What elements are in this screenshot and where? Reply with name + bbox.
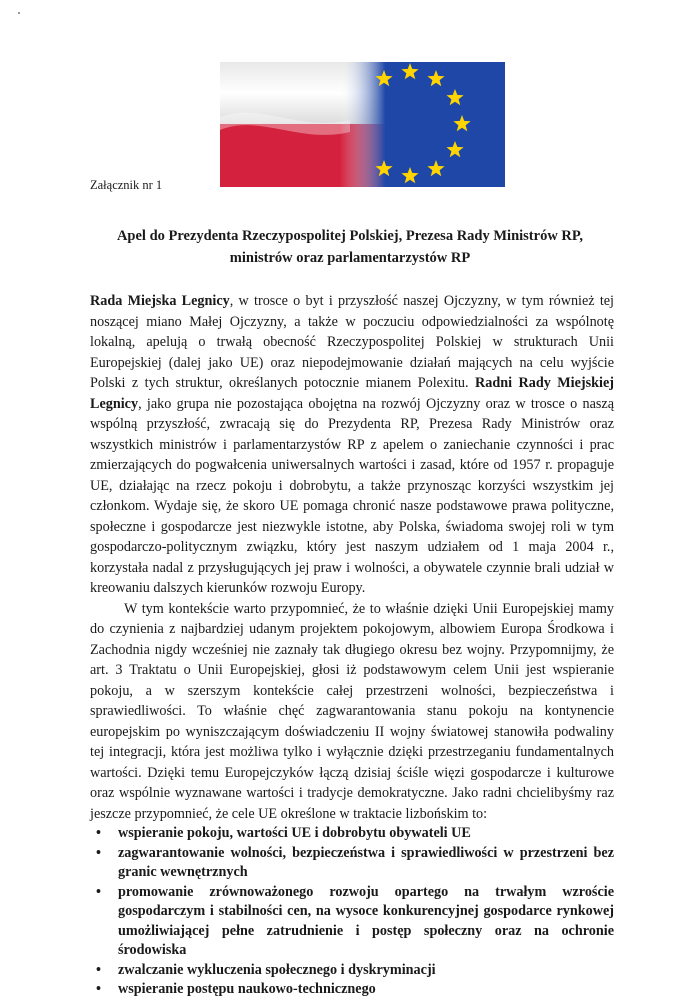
councillors-name: Radni Rady Miejskiej Legnicy xyxy=(90,375,614,412)
paragraph-2: W tym kontekście warto przypomnieć, że to właśnie dzięki Unii Europejskiej mamy do czynienia z najbardziej udanym projektem pokojowym, albowiem Europa Środkowa i Zachodnia nigdy wcześniej nie zaznały tak długiego okresu bez wojny. Przypomnijmy, że art. 3 Traktatu o Unii Europejskiej, głosi iż podstawowym celem Unii jest wspieranie pokoju, a w szerszym kontekście całej przestrzeni wolności, bezpieczeństwa i sprawiedliwości. To właśnie chęć zagwarantowania stanu pokoju na kontynencie europejskim po wyniszczającym doświadczeniu II wojny światowej stanowiła podwaliny tej integracji, która jest możliwa tylko i wyłącznie dzięki przestrzeganiu fundamentalnych wartości. Dzięki temu Europejczyków łączą dzisiaj ściśle więzi gospodarcze i kulturowe oraz wspólnie wyznawane wartości i tradycje demokratyczne. Jako radni chcielibyśmy raz jeszcze przypomnieć, że cele UE określone w traktacie lizbońskim to: xyxy=(90,600,614,822)
document-title-line-1: Apel do Prezydenta Rzeczypospolitej Polskiej, Prezesa Rady Ministrów RP, xyxy=(116,228,584,244)
bullet-icon: • xyxy=(96,844,101,861)
scan-mark xyxy=(18,12,20,14)
goal-text: wspieranie pokoju, wartości UE i dobrobytu obywateli UE xyxy=(118,825,471,841)
council-name: Rada Miejska Legnicy xyxy=(90,293,230,309)
bullet-icon: • xyxy=(96,825,101,841)
eu-goals-list xyxy=(90,824,614,1000)
goal-text: zagwarantowanie wolności, bezpieczeństwa i sprawiedliwości w przestrzeni bez granic wewnętrznych xyxy=(118,844,614,880)
poland-eu-flag-icon xyxy=(220,62,505,187)
list-item xyxy=(90,844,614,883)
list-item xyxy=(90,824,614,844)
paragraph-1-text-a: , w trosce o byt i przyszłość naszej Ojczyzny, w tym również tej noszącej miano Małej Ojczyzny, a także w poczuciu odpowiedzialności za wspólnotę lokalną, apelują o trwałą obecność Rzeczypospolitej Polskiej w strukturach Unii Europejskiej (dalej jako UE) oraz niepodejmowanie działań mających na celu wyjście Polski z tych struktur, określanych potocznie mianem Polexitu. xyxy=(90,293,614,391)
goal-text: wspieranie postępu naukowo-technicznego xyxy=(118,981,376,997)
goal-text: promowanie zrównoważonego rozwoju opartego na trwałym wzroście gospodarczym i stabilności cen, na wysoce konkurencyjnej gospodarce rynkowej umożliwiającej pełne zatrudnienie i postęp społeczny oraz na ochronie środowiska xyxy=(118,883,614,958)
annex-label: Załącznik nr 1 xyxy=(90,178,163,192)
document-title-line-2: ministrów oraz parlamentarzystów RP xyxy=(229,250,471,266)
list-item xyxy=(90,883,614,961)
bullet-icon: • xyxy=(96,981,101,997)
paragraph-1-text-b: , jako grupa nie pozostająca obojętna na rozwój Ojczyzny oraz w trosce o naszą wspólną przyszłość, zwracają się do Prezydenta RP, Prezesa Rady Ministrów oraz wszystkich ministrów i parlamentarzystów RP z apelem o zaniechanie czynności i prac zmierzających do pogwałcenia uniwersalnych wartości i zasad, które od 1957 r. propaguje UE, działając na rzecz pokoju i dobrobytu, a także przynosząc korzyści wszystkim jej członkom. Wydaje się, że skoro UE pomaga chronić nasze podstawowe prawa polityczne, społeczne i gospodarcze jest niezwykle istotne, aby Polska, świadoma swojej roli w tym gospodarczo-politycznym związku, który jest naszym udziałem od 1 maja 2004 r., korzystała nadal z przysługujących jej praw i wolności, a obywatele czynnie brali udział w kreowaniu dalszych kierunków rozwoju Europy. xyxy=(90,395,614,596)
bullet-icon: • xyxy=(96,883,101,900)
bullet-icon: • xyxy=(96,961,101,978)
list-item xyxy=(90,961,614,981)
paragraph-1 xyxy=(90,291,614,599)
document-body xyxy=(90,291,614,1000)
goal-text: zwalczanie wykluczenia społecznego i dyskryminacji xyxy=(118,961,436,978)
